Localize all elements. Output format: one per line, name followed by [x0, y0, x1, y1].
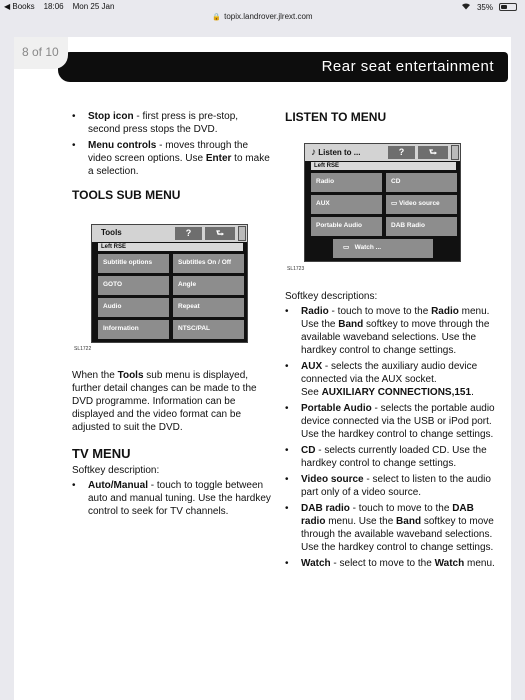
left-column	[72, 110, 272, 181]
softkey-portable-audio: Portable Audio	[311, 217, 382, 236]
back-arrow-icon: ⮑	[418, 146, 448, 159]
tv-bullets	[72, 479, 272, 521]
screen-subtitle: Left RSE	[98, 243, 243, 251]
tools-paragraph: When the Tools sub menu is displayed, further detail changes can be made to the DVD programme. Information can be displayed and the video format can be adjusted to suit the DVD.	[72, 370, 257, 433]
back-to-books-link[interactable]: ◀ Books	[4, 2, 35, 11]
clock: 18:06	[43, 2, 64, 11]
softkey-angle: Angle	[173, 276, 244, 295]
list-item: • Portable Audio - selects the portable audio device connected via the USB or iPod port. Use the hardkey control to change settings.	[285, 402, 500, 441]
screen-battery-icon	[238, 226, 246, 241]
softkey-aux: AUX	[311, 195, 382, 214]
list-item: • Video source - select to listen to the audio part only of a video source.	[285, 473, 500, 499]
softkey-dab-radio: DAB Radio	[386, 217, 457, 236]
softkey-radio: Radio	[311, 173, 382, 192]
tv-menu-heading: TV MENU	[72, 446, 131, 461]
list-item: • Auto/Manual - touch to toggle between auto and manual tuning. Use the hardkey control to seek for TV channels.	[72, 479, 272, 518]
softkey-watch	[333, 239, 433, 258]
softkey-audio: Audio	[98, 298, 169, 317]
document-page	[14, 37, 511, 700]
screen-title-wrap	[311, 147, 360, 158]
url-text: topix.landrover.jlrext.com	[224, 12, 313, 21]
help-icon: ?	[388, 146, 415, 159]
page-counter: 8 of 10	[14, 37, 68, 69]
softkey-label: Video source	[398, 200, 440, 207]
battery-fill	[501, 5, 507, 9]
date: Mon 25 Jan	[72, 2, 115, 11]
monitor-icon: ▭	[391, 200, 398, 207]
battery-icon	[499, 3, 517, 11]
softkey-goto: GOTO	[98, 276, 169, 295]
help-icon: ?	[175, 227, 202, 240]
softkey-descriptions-label: Softkey descriptions:	[285, 291, 378, 302]
listen-to-menu-heading: LISTEN TO MENU	[285, 110, 387, 124]
softkey-subtitles-on-off: Subtitles On / Off	[173, 254, 244, 273]
battery-percent: 35%	[476, 2, 493, 12]
music-note-icon: ♪	[311, 147, 316, 158]
listen-bullets	[285, 305, 500, 573]
softkey-label: Watch ...	[354, 244, 382, 251]
figure-code: SL1723	[287, 266, 305, 272]
list-item: • Radio - touch to move to the Radio menu. Use the Band softkey to move through the available waveband selections. Use the hardkey control to change settings.	[285, 305, 500, 357]
softkey-repeat: Repeat	[173, 298, 244, 317]
back-app-label: Books	[12, 2, 35, 11]
page-header-bar	[58, 52, 508, 82]
list-item: • Stop icon - first press is pre-stop, second press stops the DVD.	[72, 110, 272, 136]
list-item: • DAB radio - touch to move to the DAB radio menu. Use the Band softkey to move through the available waveband selections. Use the hardkey control to change settings.	[285, 502, 500, 554]
listen-screen-image	[304, 143, 461, 262]
screen-title: Listen to ...	[318, 148, 361, 157]
screen-battery-icon	[451, 145, 459, 160]
figure-code: SL1722	[74, 346, 92, 352]
wifi-icon	[461, 2, 471, 12]
screen-subtitle: Left RSE	[311, 162, 456, 170]
screen-titlebar	[92, 225, 247, 242]
lock-icon: 🔒	[212, 14, 222, 21]
screen-title: Tools	[101, 228, 122, 237]
back-arrow-icon: ⮑	[205, 227, 235, 240]
list-item: • AUX - selects the auxiliary audio device connected via the AUX socket. See AUXILIARY CONNECTIONS,151.	[285, 360, 500, 399]
aux-connections-link[interactable]: AUXILIARY CONNECTIONS,151	[321, 387, 472, 398]
softkey-information: Information	[98, 320, 169, 339]
tools-screen-image	[91, 224, 248, 343]
page-title: Rear seat entertainment	[321, 58, 494, 75]
url-bar[interactable]	[0, 12, 525, 26]
screen-titlebar	[305, 144, 460, 161]
tools-sub-menu-heading: TOOLS SUB MENU	[72, 188, 181, 202]
monitor-icon: ▭	[343, 244, 350, 251]
softkey-video-source	[386, 195, 457, 214]
list-item: • Menu controls - moves through the video screen options. Use Enter to make a selection.	[72, 139, 272, 178]
softkey-cd: CD	[386, 173, 457, 192]
list-item: • Watch - select to move to the Watch menu.	[285, 557, 500, 570]
tv-softkey-desc: Softkey description:	[72, 465, 160, 476]
softkey-ntsc-pal: NTSC/PAL	[173, 320, 244, 339]
softkey-subtitle-options: Subtitle options	[98, 254, 169, 273]
list-item: • CD - selects currently loaded CD. Use the hardkey control to change settings.	[285, 444, 500, 470]
